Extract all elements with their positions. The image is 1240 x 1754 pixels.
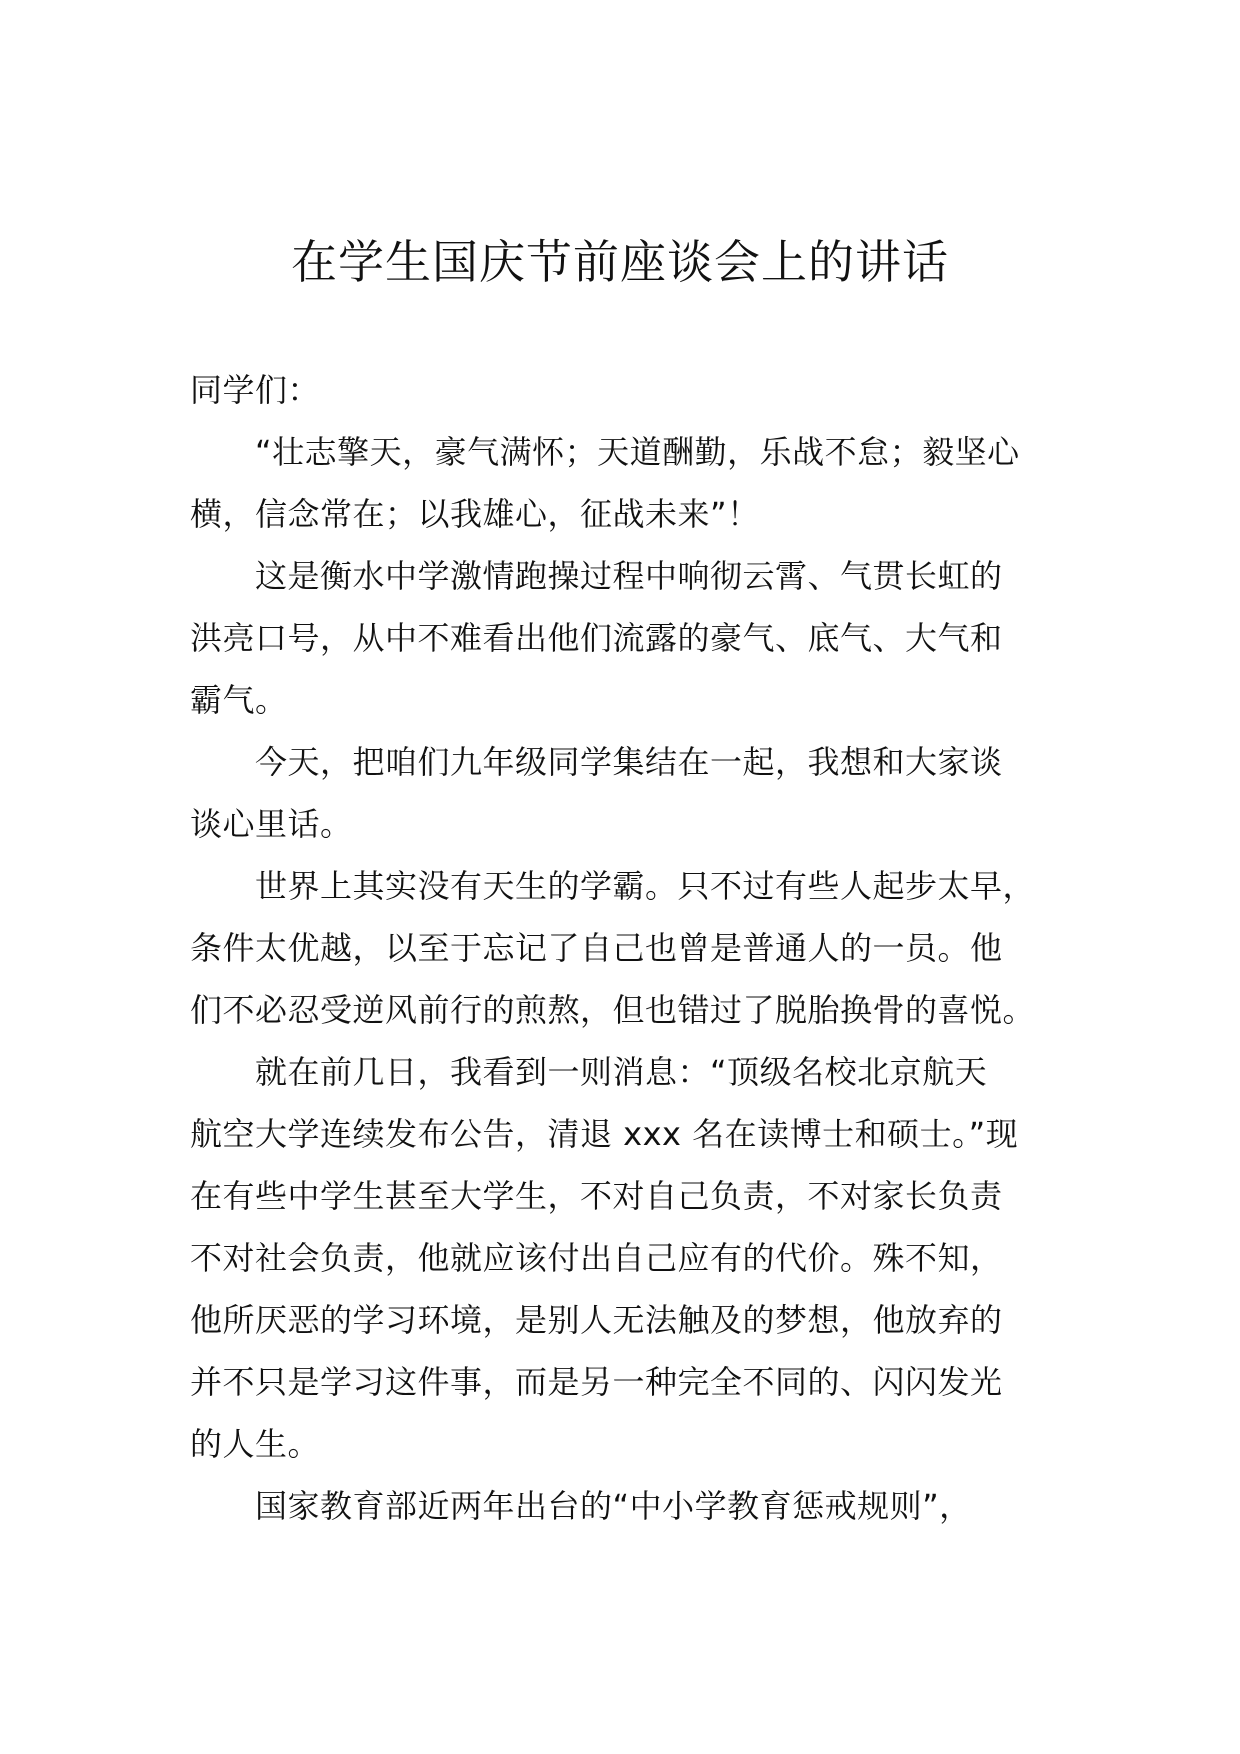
paragraph-line: 不对社会负责，他就应该付出自己应有的代价。殊不知， (190, 1239, 1003, 1277)
paragraph-line: “壮志擎天，豪气满怀；天道酬勤，乐战不怠；毅坚心 (255, 433, 1020, 471)
paragraph-line: 谈心里话。 (190, 805, 353, 843)
paragraph-line: 这是衡水中学激情跑操过程中响彻云霄、气贯长虹的 (255, 557, 1003, 595)
paragraph-line: 就在前几日，我看到一则消息：“顶级名校北京航天 (255, 1053, 988, 1091)
paragraph-line: 航空大学连续发布公告，清退 xxx 名在读博士和硕士。”现 (190, 1115, 1019, 1153)
paragraph-line: 今天，把咱们九年级同学集结在一起，我想和大家谈 (255, 743, 1003, 781)
paragraph-line: 并不只是学习这件事，而是另一种完全不同的、闪闪发光 (190, 1363, 1003, 1401)
paragraph-line: 条件太优越，以至于忘记了自己也曾是普通人的一员。他 (190, 929, 1003, 967)
paragraph-line: 洪亮口号，从中不难看出他们流露的豪气、底气、大气和 (190, 619, 1003, 657)
paragraph-line: 们不必忍受逆风前行的煎熬，但也错过了脱胎换骨的喜悦。 (190, 991, 1036, 1029)
paragraph-line: 在有些中学生甚至大学生，不对自己负责，不对家长负责 (190, 1177, 1003, 1215)
paragraph-line: 横，信念常在；以我雄心，征战未来”！ (190, 495, 760, 533)
paragraph-line: 世界上其实没有天生的学霸。只不过有些人起步太早， (255, 867, 1036, 905)
paragraph-line: 霸气。 (190, 681, 288, 719)
salutation-line: 同学们： (190, 371, 321, 409)
paragraph-line: 他所厌恶的学习环境，是别人无法触及的梦想，他放弃的 (190, 1301, 1003, 1339)
paragraph-line: 国家教育部近两年出台的“中小学教育惩戒规则”， (255, 1487, 972, 1525)
document-title: 在学生国庆节前座谈会上的讲话 (291, 235, 949, 289)
paragraph-line: 的人生。 (190, 1425, 321, 1463)
